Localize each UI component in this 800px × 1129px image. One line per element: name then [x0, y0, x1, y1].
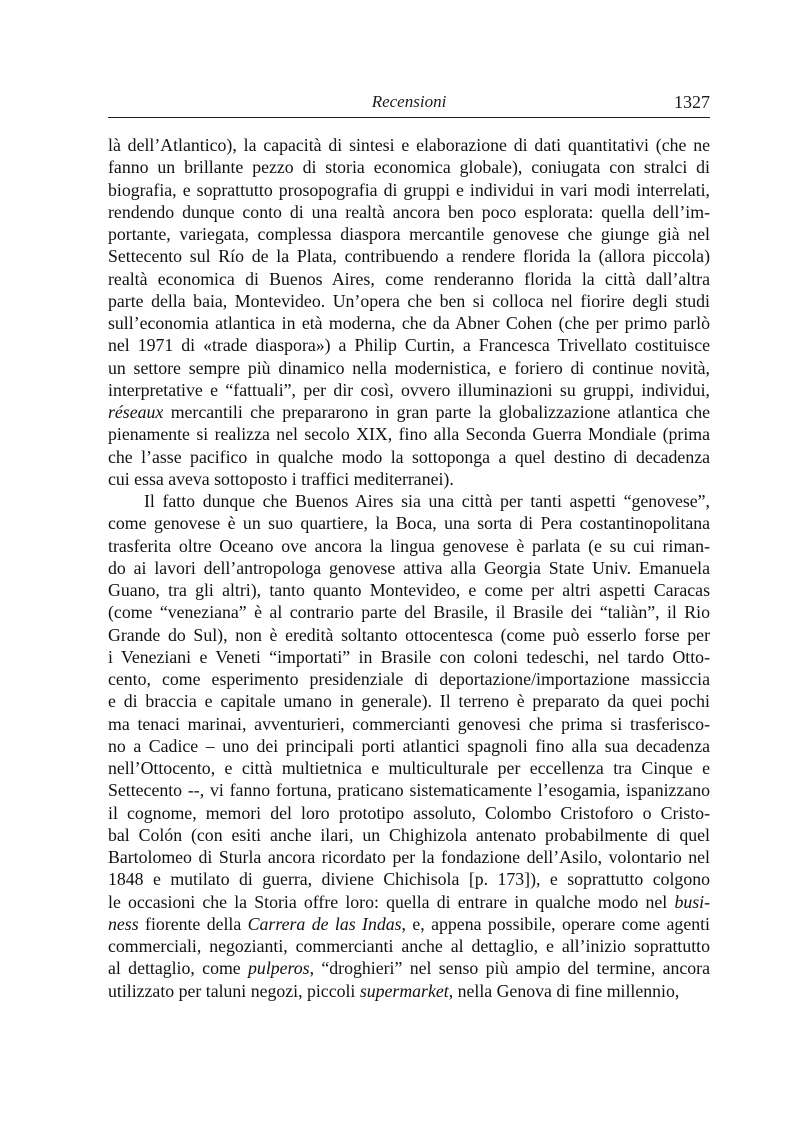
text-line — [108, 957, 710, 979]
text-run: parte della baia, Montevideo. Un’opera che ben si colloca nel fiorire degli studi — [108, 290, 710, 311]
text-run: fiorente della — [138, 913, 248, 934]
text-line — [108, 802, 710, 824]
text-run: un settore sempre più dinamico nella modernistica, e foriero di continue novità, — [108, 357, 710, 378]
text-run: là dell’Atlantico), la capacità di sintesi e elaborazione di dati quantitativi (che ne — [108, 135, 710, 155]
header-rule — [108, 117, 710, 118]
text-run: 1848 e mutilato di guerra, diviene Chichisola [p. 173]), e soprattutto colgono — [108, 869, 710, 890]
text-line — [108, 601, 710, 623]
text-run: al dettaglio, come — [108, 958, 249, 979]
text-line — [108, 268, 710, 290]
text-run: biografia, e soprattutto prosopografia di gruppi e individui in vari modi interrelati, — [108, 179, 710, 200]
text-line — [108, 668, 710, 690]
text-line — [108, 891, 710, 913]
text-run: no a Cadice – uno dei principali porti atlantici spagnoli fino alla sua decadenza — [108, 735, 710, 756]
text-line — [108, 535, 710, 557]
text-line — [108, 223, 710, 245]
text-run: Grande do Sul), non è eredità soltanto ottocentesca (come può esserlo forse per — [108, 624, 710, 645]
text-line — [108, 423, 710, 445]
text-run: Guano, tra gli altri), tanto quanto Montevideo, e come per altri aspetti Caracas — [108, 580, 710, 600]
italic-text: pulperos — [248, 958, 310, 979]
text-line — [108, 868, 710, 890]
text-line — [108, 379, 710, 401]
text-run: , e, appena possibile, operare come agenti — [401, 913, 710, 934]
text-line — [108, 468, 710, 490]
body-text — [108, 134, 710, 1002]
text-run: Settecento sul Río de la Plata, contribuendo a rendere florida la (allora piccola) — [108, 246, 710, 267]
text-run: trasferita oltre Oceano ove ancora la lingua genovese è parlata (e su cui riman- — [108, 535, 710, 556]
text-line — [108, 245, 710, 267]
text-line — [108, 401, 710, 423]
text-line — [108, 579, 710, 601]
paragraph — [108, 490, 710, 1002]
section-title: Recensioni — [371, 92, 447, 111]
text-run: bal Colón (con esiti anche ilari, un Chighizola antenato probabilmente di quel — [108, 824, 710, 845]
italic-text: supermarket — [359, 980, 449, 1001]
text-line — [108, 557, 710, 579]
text-line — [108, 156, 710, 178]
text-line — [108, 757, 710, 779]
text-run: , nella Genova di fine millennio, — [448, 980, 680, 1001]
text-run: che l’asse pacifico in qualche modo la sottoponga a quel destino di decadenza — [108, 446, 710, 467]
text-line — [108, 980, 710, 1002]
text-line — [108, 846, 710, 868]
text-run: commerciali, negozianti, commercianti anche al dettaglio, e all’inizio soprattutto — [108, 936, 710, 956]
text-line — [108, 490, 710, 512]
text-run: i Veneziani e Veneti “importati” in Brasile con coloni tedeschi, nel tardo Otto- — [108, 646, 710, 667]
text-line — [108, 713, 710, 735]
text-run: realtà economica di Buenos Aires, come renderanno florida la città dall’altra — [108, 268, 710, 289]
text-line — [108, 690, 710, 712]
text-line — [108, 646, 710, 668]
text-run: portante, variegata, complessa diaspora mercantile genovese che giunge già nel — [108, 224, 710, 244]
italic-text: réseaux — [108, 402, 164, 422]
text-line — [108, 824, 710, 846]
text-line — [108, 334, 710, 356]
text-run: cui essa aveva sottoposto i traffici mediterranei). — [108, 468, 454, 489]
text-run: (come “veneziana” è al contrario parte del Brasile, il Brasile dei “taliàn”, il Rio — [108, 602, 710, 623]
running-head — [108, 91, 710, 115]
paragraph — [108, 134, 710, 490]
page-number: 1327 — [674, 92, 710, 112]
text-line — [108, 290, 710, 312]
text-run: pienamente si realizza nel secolo XIX, fino alla Seconda Guerra Mondiale (prima — [108, 424, 710, 445]
text-line — [108, 201, 710, 223]
text-run: rendendo dunque conto di una realtà ancora ben poco esplorata: quella dell’im- — [108, 201, 710, 222]
text-line — [108, 935, 710, 957]
text-run: mercantili che prepararono in gran parte la globalizzazione atlantica che — [163, 402, 710, 422]
italic-text: busi- — [674, 891, 710, 912]
text-line — [108, 512, 710, 534]
text-run: nell’Ottocento, e città multietnica e multiculturale per eccellenza tra Cinque e — [108, 758, 710, 778]
text-run: e di braccia e capitale umano in generale). Il terreno è preparato da quei pochi — [108, 691, 710, 712]
text-run: come genovese è un suo quartiere, la Boca, una sorta di Pera costantinopolitana — [108, 513, 710, 534]
text-run: do ai lavori dell’antropologa genovese attiva alla Georgia State Univ. Emanuela — [108, 557, 710, 578]
text-line — [108, 357, 710, 379]
text-line — [108, 446, 710, 468]
text-line — [108, 913, 710, 935]
text-run: cento, come esperimento presidenziale di deportazione/importazione massiccia — [108, 669, 710, 689]
text-line — [108, 134, 710, 156]
text-run: Il fatto dunque che Buenos Aires sia una città per tanti aspetti “genovese”, — [144, 491, 710, 511]
text-run: nel 1971 di «trade diaspora») a Philip Curtin, a Francesca Trivellato costituisce — [108, 335, 710, 356]
text-line — [108, 179, 710, 201]
text-line — [108, 624, 710, 646]
text-run: fanno un brillante pezzo di storia economica globale), coniugata con stralci di — [108, 157, 710, 178]
text-run: utilizzato per taluni negozi, piccoli — [108, 980, 360, 1001]
italic-text: Carrera de las Indas — [247, 913, 402, 934]
text-run: Bartolomeo di Sturla ancora ricordato per la fondazione dell’Asilo, volontario nel — [108, 847, 710, 867]
text-line — [108, 779, 710, 801]
text-run: le occasioni che la Storia offre loro: quella di entrare in qualche modo nel — [108, 891, 675, 912]
text-run: ma tenaci marinai, avventurieri, commercianti genovesi che prima si trasferisco- — [108, 713, 710, 734]
text-run: sull’economia atlantica in età moderna, che da Abner Cohen (che per primo parlò — [108, 313, 710, 333]
text-run: il cognome, memori del loro prototipo assoluto, Colombo Cristoforo o Cristo- — [108, 802, 710, 823]
text-run: , “droghieri” nel senso più ampio del termine, ancora — [309, 958, 710, 979]
text-line — [108, 312, 710, 334]
italic-text: ness — [108, 913, 139, 934]
text-line — [108, 735, 710, 757]
text-run: Settecento --, vi fanno fortuna, praticano sistematicamente l’esogamia, ispanizzano — [108, 780, 710, 801]
text-run: interpretative e “fattuali”, per dir così, ovvero illuminazioni su gruppi, individui, — [108, 379, 710, 400]
